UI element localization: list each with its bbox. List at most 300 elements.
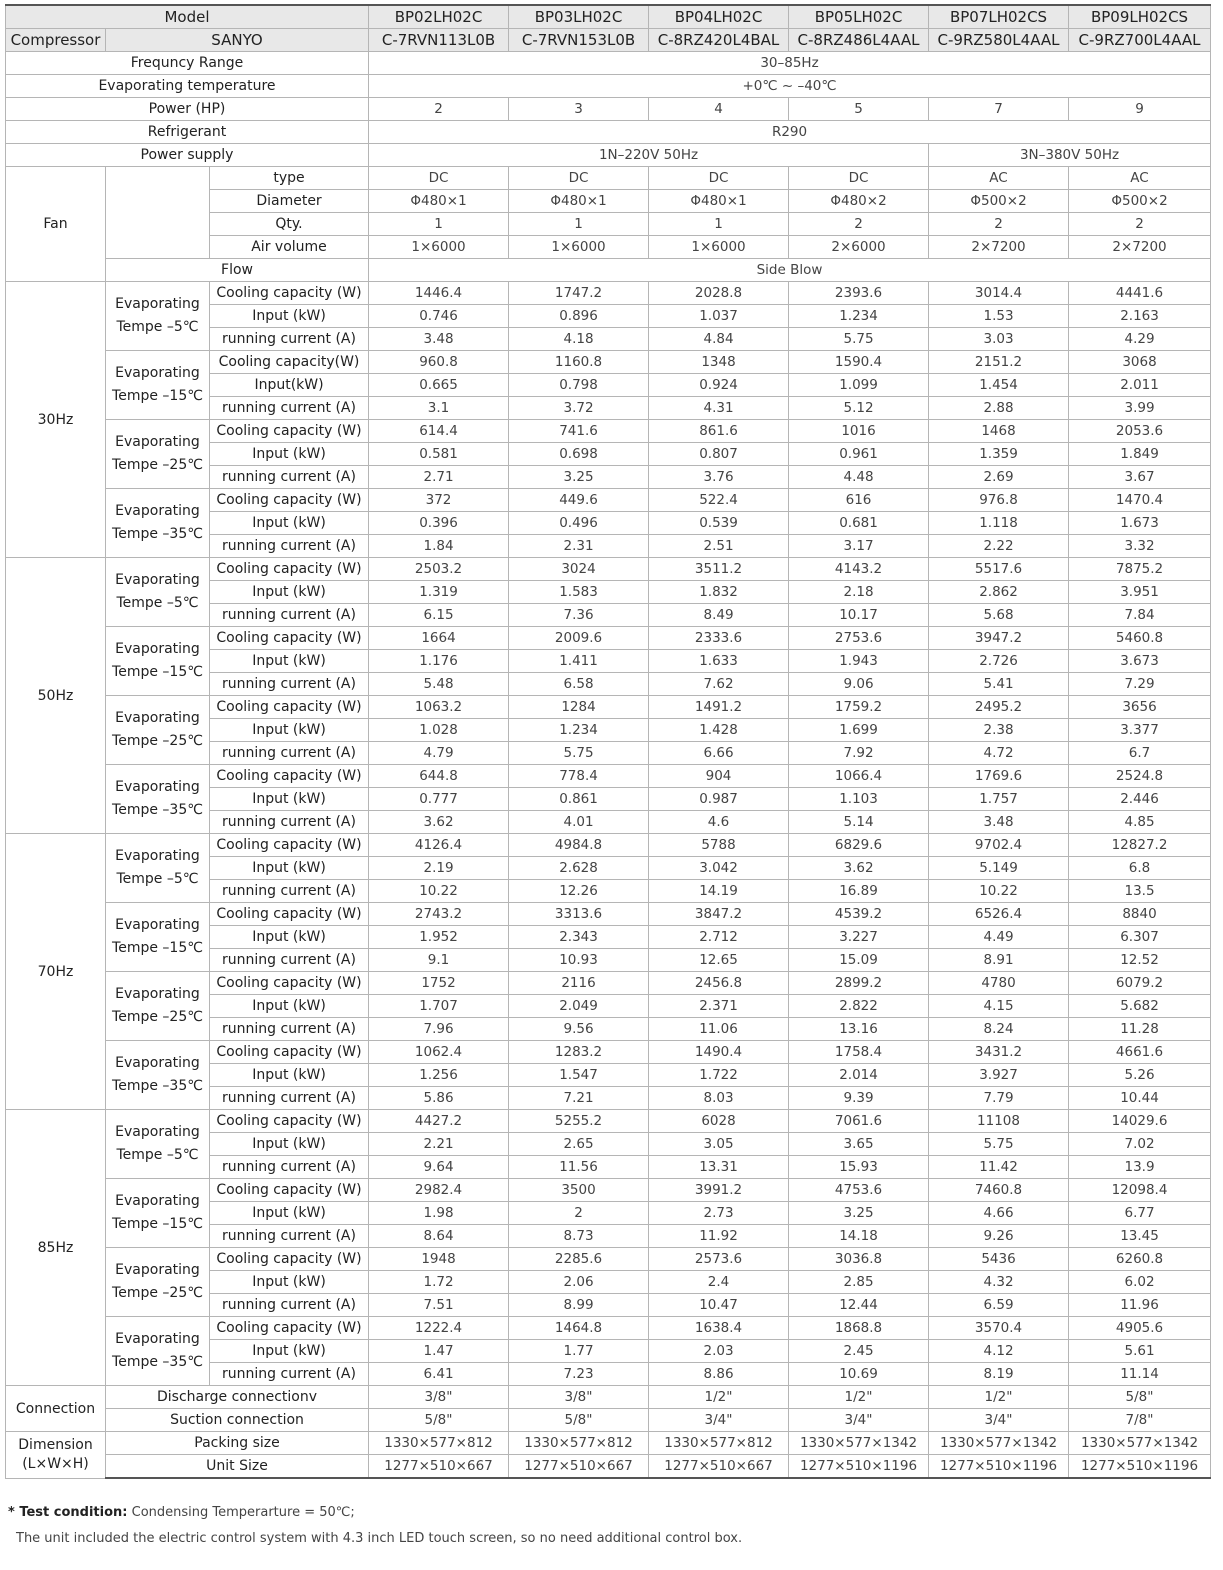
packing-size-label: Packing size (106, 1432, 369, 1455)
perf-value-1: 1.98 (369, 1202, 509, 1225)
perf-metric-label: Cooling capacity (W) (210, 834, 369, 857)
perf-value-6: 7875.2 (1069, 558, 1211, 581)
perf-metric-label: Cooling capacity (W) (210, 1248, 369, 1271)
perf-metric-label: Input(kW) (210, 374, 369, 397)
perf-value-3: 0.924 (649, 374, 789, 397)
perf-value-3: 8.49 (649, 604, 789, 627)
evaporating-text: Evaporating (115, 779, 200, 795)
perf-value-4: 1.234 (789, 305, 929, 328)
perf-value-4: 0.681 (789, 512, 929, 535)
model-label: Model (6, 5, 369, 29)
tempe-text: Tempe –15℃ (112, 664, 203, 680)
perf-value-1: 1.319 (369, 581, 509, 604)
perf-metric-label: Cooling capacity (W) (210, 489, 369, 512)
perf-value-1: 4427.2 (369, 1110, 509, 1133)
power-supply-row (6, 144, 1211, 167)
fan-qty-label: Qty. (210, 213, 369, 236)
perf-value-6: 11.96 (1069, 1294, 1211, 1317)
evaporating-temp-label (106, 351, 210, 420)
perf-value-6: 13.5 (1069, 880, 1211, 903)
packing-row (6, 1432, 1211, 1455)
perf-value-1: 2.21 (369, 1133, 509, 1156)
perf-value-6: 12098.4 (1069, 1179, 1211, 1202)
evaporating-temp-label (106, 903, 210, 972)
perf-value-6: 6260.8 (1069, 1248, 1211, 1271)
test-condition-note (8, 1500, 742, 1526)
perf-value-1: 1.256 (369, 1064, 509, 1087)
perf-value-4: 1759.2 (789, 696, 929, 719)
discharge-value-1: 3/8" (369, 1386, 509, 1409)
perf-value-1: 1948 (369, 1248, 509, 1271)
dimension-text: Dimension (18, 1436, 93, 1453)
perf-value-2: 1464.8 (509, 1317, 649, 1340)
perf-value-5: 976.8 (929, 489, 1069, 512)
perf-value-3: 14.19 (649, 880, 789, 903)
evaporating-temp-label (106, 1110, 210, 1179)
perf-row (6, 834, 1211, 857)
frequency-group-label: 70Hz (6, 834, 106, 1110)
perf-value-5: 9702.4 (929, 834, 1069, 857)
evaporating-temp-label (106, 420, 210, 489)
model-name-2: BP03LH02C (509, 5, 649, 29)
perf-value-1: 3.48 (369, 328, 509, 351)
tempe-text: Tempe –5℃ (116, 871, 199, 887)
perf-value-5: 7460.8 (929, 1179, 1069, 1202)
perf-value-2: 6.58 (509, 673, 649, 696)
perf-value-3: 861.6 (649, 420, 789, 443)
compressor-model-1: C-7RVN113L0B (369, 29, 509, 52)
perf-value-4: 1758.4 (789, 1041, 929, 1064)
model-name-5: BP07LH02CS (929, 5, 1069, 29)
perf-metric-label: Input (kW) (210, 719, 369, 742)
perf-value-6: 2053.6 (1069, 420, 1211, 443)
perf-value-3: 0.539 (649, 512, 789, 535)
perf-value-6: 2524.8 (1069, 765, 1211, 788)
fan-diameter-value-6: Φ500×2 (1069, 190, 1211, 213)
perf-value-1: 2743.2 (369, 903, 509, 926)
perf-metric-label: Cooling capacity (W) (210, 1110, 369, 1133)
tempe-text: Tempe –35℃ (112, 526, 203, 542)
perf-value-5: 3.03 (929, 328, 1069, 351)
perf-value-2: 778.4 (509, 765, 649, 788)
suction-value-5: 3/4" (929, 1409, 1069, 1432)
perf-metric-label: running current (A) (210, 535, 369, 558)
perf-value-3: 13.31 (649, 1156, 789, 1179)
perf-metric-label: Cooling capacity(W) (210, 351, 369, 374)
tempe-text: Tempe –25℃ (112, 733, 203, 749)
perf-value-2: 7.23 (509, 1363, 649, 1386)
unit-size-value-5: 1277×510×1196 (929, 1455, 1069, 1479)
fan-qty-value-2: 1 (509, 213, 649, 236)
perf-value-2: 8.99 (509, 1294, 649, 1317)
perf-value-3: 2333.6 (649, 627, 789, 650)
perf-value-2: 5.75 (509, 742, 649, 765)
perf-value-3: 10.47 (649, 1294, 789, 1317)
perf-row (6, 627, 1211, 650)
perf-value-5: 2.88 (929, 397, 1069, 420)
perf-value-5: 2.22 (929, 535, 1069, 558)
perf-value-3: 6028 (649, 1110, 789, 1133)
perf-value-5: 4.66 (929, 1202, 1069, 1225)
perf-value-1: 4126.4 (369, 834, 509, 857)
perf-value-5: 2495.2 (929, 696, 1069, 719)
perf-value-6: 3.99 (1069, 397, 1211, 420)
perf-value-1: 1664 (369, 627, 509, 650)
perf-value-1: 1.952 (369, 926, 509, 949)
perf-value-2: 0.896 (509, 305, 649, 328)
perf-value-2: 1.77 (509, 1340, 649, 1363)
suction-row (6, 1409, 1211, 1432)
perf-value-6: 4905.6 (1069, 1317, 1211, 1340)
perf-value-5: 4780 (929, 972, 1069, 995)
perf-metric-label: Cooling capacity (W) (210, 420, 369, 443)
unit-size-value-1: 1277×510×667 (369, 1455, 509, 1479)
perf-metric-label: running current (A) (210, 673, 369, 696)
perf-value-5: 5436 (929, 1248, 1069, 1271)
suction-value-1: 5/8" (369, 1409, 509, 1432)
tempe-text: Tempe –5℃ (116, 319, 199, 335)
perf-value-1: 8.64 (369, 1225, 509, 1248)
perf-value-3: 1.832 (649, 581, 789, 604)
perf-value-4: 2899.2 (789, 972, 929, 995)
tempe-text: Tempe –25℃ (112, 457, 203, 473)
perf-value-1: 5.86 (369, 1087, 509, 1110)
perf-row (6, 1041, 1211, 1064)
perf-row (6, 696, 1211, 719)
evaporating-temp-label (106, 972, 210, 1041)
perf-metric-label: running current (A) (210, 1363, 369, 1386)
perf-value-3: 6.66 (649, 742, 789, 765)
perf-metric-label: running current (A) (210, 1156, 369, 1179)
evaporating-text: Evaporating (115, 1055, 200, 1071)
evaporating-text: Evaporating (115, 1331, 200, 1347)
perf-value-1: 2.71 (369, 466, 509, 489)
perf-value-5: 1.454 (929, 374, 1069, 397)
evaporating-temp-label (106, 834, 210, 903)
perf-value-4: 1066.4 (789, 765, 929, 788)
perf-value-1: 0.396 (369, 512, 509, 535)
perf-value-2: 1283.2 (509, 1041, 649, 1064)
perf-value-2: 2009.6 (509, 627, 649, 650)
tempe-text: Tempe –35℃ (112, 1078, 203, 1094)
perf-value-3: 3847.2 (649, 903, 789, 926)
perf-value-2: 4984.8 (509, 834, 649, 857)
perf-value-1: 0.581 (369, 443, 509, 466)
perf-value-1: 1752 (369, 972, 509, 995)
perf-value-4: 2.85 (789, 1271, 929, 1294)
perf-value-2: 3.25 (509, 466, 649, 489)
fan-type-label: type (210, 167, 369, 190)
perf-value-6: 5.26 (1069, 1064, 1211, 1087)
fan-air-value-6: 2×7200 (1069, 236, 1211, 259)
suction-label: Suction connection (106, 1409, 369, 1432)
perf-value-5: 3570.4 (929, 1317, 1069, 1340)
perf-value-5: 1468 (929, 420, 1069, 443)
perf-value-5: 1.757 (929, 788, 1069, 811)
discharge-row (6, 1386, 1211, 1409)
perf-value-3: 8.03 (649, 1087, 789, 1110)
perf-value-2: 1.411 (509, 650, 649, 673)
perf-value-4: 4753.6 (789, 1179, 929, 1202)
perf-value-5: 4.12 (929, 1340, 1069, 1363)
perf-value-1: 2982.4 (369, 1179, 509, 1202)
perf-value-2: 3.72 (509, 397, 649, 420)
perf-metric-label: running current (A) (210, 1225, 369, 1248)
perf-value-3: 1.428 (649, 719, 789, 742)
fan-qty-value-6: 2 (1069, 213, 1211, 236)
perf-value-2: 1.547 (509, 1064, 649, 1087)
perf-value-6: 5.61 (1069, 1340, 1211, 1363)
perf-value-1: 1.707 (369, 995, 509, 1018)
perf-value-3: 3.05 (649, 1133, 789, 1156)
perf-metric-label: running current (A) (210, 880, 369, 903)
perf-metric-label: Cooling capacity (W) (210, 1041, 369, 1064)
perf-metric-label: Input (kW) (210, 305, 369, 328)
unit-size-row (6, 1455, 1211, 1479)
perf-value-5: 1769.6 (929, 765, 1069, 788)
perf-value-1: 1.84 (369, 535, 509, 558)
perf-value-5: 6.59 (929, 1294, 1069, 1317)
evaporating-temp-label (106, 627, 210, 696)
perf-value-3: 4.31 (649, 397, 789, 420)
perf-value-5: 3014.4 (929, 282, 1069, 305)
tempe-text: Tempe –25℃ (112, 1009, 203, 1025)
perf-row (6, 282, 1211, 305)
perf-value-6: 12827.2 (1069, 834, 1211, 857)
perf-metric-label: Input (kW) (210, 926, 369, 949)
perf-metric-label: Cooling capacity (W) (210, 1179, 369, 1202)
perf-value-4: 5.14 (789, 811, 929, 834)
perf-value-4: 3.25 (789, 1202, 929, 1225)
perf-value-6: 7.84 (1069, 604, 1211, 627)
packing-size-value-2: 1330×577×812 (509, 1432, 649, 1455)
perf-metric-label: running current (A) (210, 397, 369, 420)
fan-type-value-1: DC (369, 167, 509, 190)
tempe-text: Tempe –35℃ (112, 1354, 203, 1370)
perf-row (6, 489, 1211, 512)
perf-value-1: 1446.4 (369, 282, 509, 305)
perf-row (6, 1248, 1211, 1271)
perf-value-2: 3024 (509, 558, 649, 581)
refrigerant-row (6, 121, 1211, 144)
model-name-1: BP02LH02C (369, 5, 509, 29)
perf-value-2: 449.6 (509, 489, 649, 512)
perf-value-4: 0.961 (789, 443, 929, 466)
perf-value-6: 1.673 (1069, 512, 1211, 535)
perf-value-4: 3.62 (789, 857, 929, 880)
power-label: Power (HP) (6, 98, 369, 121)
power-value-5: 7 (929, 98, 1069, 121)
perf-value-5: 4.49 (929, 926, 1069, 949)
perf-value-5: 4.15 (929, 995, 1069, 1018)
perf-value-4: 1.943 (789, 650, 929, 673)
perf-metric-label: running current (A) (210, 811, 369, 834)
perf-value-6: 14029.6 (1069, 1110, 1211, 1133)
perf-value-6: 4.29 (1069, 328, 1211, 351)
perf-value-3: 7.62 (649, 673, 789, 696)
perf-value-4: 12.44 (789, 1294, 929, 1317)
perf-value-2: 2.06 (509, 1271, 649, 1294)
perf-value-6: 3656 (1069, 696, 1211, 719)
perf-value-4: 10.69 (789, 1363, 929, 1386)
perf-value-6: 12.52 (1069, 949, 1211, 972)
fan-diameter-label: Diameter (210, 190, 369, 213)
perf-value-5: 8.91 (929, 949, 1069, 972)
perf-value-3: 2.51 (649, 535, 789, 558)
fan-spacer-cell (106, 167, 210, 259)
frequency-row (6, 52, 1211, 75)
frequency-group-label: 85Hz (6, 1110, 106, 1386)
perf-value-6: 13.45 (1069, 1225, 1211, 1248)
perf-value-3: 1348 (649, 351, 789, 374)
perf-value-2: 0.496 (509, 512, 649, 535)
control-system-note: The unit included the electric control system with 4.3 inch LED touch screen, so no need additional control box. (16, 1531, 743, 1546)
perf-value-6: 6.307 (1069, 926, 1211, 949)
power-supply-single-phase: 1N–220V 50Hz (369, 144, 929, 167)
perf-value-5: 2.726 (929, 650, 1069, 673)
perf-value-5: 3431.2 (929, 1041, 1069, 1064)
perf-metric-label: Input (kW) (210, 1064, 369, 1087)
fan-type-value-6: AC (1069, 167, 1211, 190)
perf-value-6: 5.682 (1069, 995, 1211, 1018)
discharge-value-2: 3/8" (509, 1386, 649, 1409)
perf-value-3: 5788 (649, 834, 789, 857)
perf-value-6: 3.377 (1069, 719, 1211, 742)
perf-metric-label: running current (A) (210, 1018, 369, 1041)
compressor-model-6: C-9RZ700L4AAL (1069, 29, 1211, 52)
perf-value-1: 9.64 (369, 1156, 509, 1179)
evaporating-text: Evaporating (115, 572, 200, 588)
perf-value-3: 2.03 (649, 1340, 789, 1363)
perf-value-1: 0.665 (369, 374, 509, 397)
perf-value-3: 2.4 (649, 1271, 789, 1294)
perf-value-4: 3.65 (789, 1133, 929, 1156)
perf-metric-label: Cooling capacity (W) (210, 903, 369, 926)
unit-size-value-6: 1277×510×1196 (1069, 1455, 1211, 1479)
frequency-value: 30–85Hz (369, 52, 1211, 75)
perf-metric-label: Input (kW) (210, 1133, 369, 1156)
perf-value-4: 5.75 (789, 328, 929, 351)
perf-value-6: 4441.6 (1069, 282, 1211, 305)
perf-value-2: 2.31 (509, 535, 649, 558)
perf-row (6, 1179, 1211, 1202)
frequency-group-label: 30Hz (6, 282, 106, 558)
perf-value-4: 6829.6 (789, 834, 929, 857)
power-value-3: 4 (649, 98, 789, 121)
packing-size-value-3: 1330×577×812 (649, 1432, 789, 1455)
perf-value-3: 904 (649, 765, 789, 788)
fan-qty-value-4: 2 (789, 213, 929, 236)
fan-qty-value-5: 2 (929, 213, 1069, 236)
perf-value-3: 2.73 (649, 1202, 789, 1225)
evaporating-text: Evaporating (115, 710, 200, 726)
perf-value-6: 6.8 (1069, 857, 1211, 880)
perf-value-4: 2.822 (789, 995, 929, 1018)
perf-value-3: 0.807 (649, 443, 789, 466)
perf-value-5: 8.19 (929, 1363, 1069, 1386)
perf-value-5: 4.32 (929, 1271, 1069, 1294)
discharge-value-3: 1/2" (649, 1386, 789, 1409)
power-value-2: 3 (509, 98, 649, 121)
fan-flow-label: Flow (106, 259, 369, 282)
perf-value-6: 1470.4 (1069, 489, 1211, 512)
perf-value-3: 3511.2 (649, 558, 789, 581)
fan-type-value-5: AC (929, 167, 1069, 190)
unit-size-value-2: 1277×510×667 (509, 1455, 649, 1479)
tempe-text: Tempe –15℃ (112, 940, 203, 956)
evaporating-text: Evaporating (115, 365, 200, 381)
perf-value-2: 5255.2 (509, 1110, 649, 1133)
evaporating-temp-label (106, 1248, 210, 1317)
perf-value-5: 3947.2 (929, 627, 1069, 650)
perf-value-4: 4143.2 (789, 558, 929, 581)
perf-value-2: 1.583 (509, 581, 649, 604)
perf-value-2: 8.73 (509, 1225, 649, 1248)
perf-value-3: 1490.4 (649, 1041, 789, 1064)
perf-value-6: 6.77 (1069, 1202, 1211, 1225)
suction-value-6: 7/8" (1069, 1409, 1211, 1432)
perf-value-4: 2393.6 (789, 282, 929, 305)
perf-metric-label: Input (kW) (210, 857, 369, 880)
perf-value-2: 11.56 (509, 1156, 649, 1179)
perf-value-6: 13.9 (1069, 1156, 1211, 1179)
perf-value-6: 10.44 (1069, 1087, 1211, 1110)
perf-value-4: 3036.8 (789, 1248, 929, 1271)
evaporating-text: Evaporating (115, 848, 200, 864)
perf-metric-label: running current (A) (210, 1087, 369, 1110)
model-row (6, 5, 1211, 29)
fan-diameter-value-4: Φ480×2 (789, 190, 929, 213)
perf-value-1: 372 (369, 489, 509, 512)
evaporating-text: Evaporating (115, 1262, 200, 1278)
perf-value-1: 644.8 (369, 765, 509, 788)
frequency-label: Frequncy Range (6, 52, 369, 75)
perf-value-5: 5.68 (929, 604, 1069, 627)
perf-value-4: 2.014 (789, 1064, 929, 1087)
evaporating-temp-label (106, 1317, 210, 1386)
test-condition-text: Condensing Temperarture = 50℃; (127, 1505, 355, 1520)
perf-value-4: 1.099 (789, 374, 929, 397)
packing-size-value-4: 1330×577×1342 (789, 1432, 929, 1455)
footnotes (8, 1500, 742, 1552)
perf-value-5: 5.149 (929, 857, 1069, 880)
tempe-text: Tempe –25℃ (112, 1285, 203, 1301)
perf-value-2: 2.628 (509, 857, 649, 880)
perf-value-6: 4.85 (1069, 811, 1211, 834)
perf-value-4: 14.18 (789, 1225, 929, 1248)
perf-value-1: 1.176 (369, 650, 509, 673)
perf-value-5: 2151.2 (929, 351, 1069, 374)
perf-value-2: 0.861 (509, 788, 649, 811)
perf-value-2: 3313.6 (509, 903, 649, 926)
discharge-value-4: 1/2" (789, 1386, 929, 1409)
perf-value-1: 0.746 (369, 305, 509, 328)
suction-value-4: 3/4" (789, 1409, 929, 1432)
perf-value-5: 10.22 (929, 880, 1069, 903)
packing-size-value-1: 1330×577×812 (369, 1432, 509, 1455)
perf-metric-label: running current (A) (210, 466, 369, 489)
perf-value-6: 3.673 (1069, 650, 1211, 673)
evaporating-temp-label (106, 696, 210, 765)
perf-value-3: 3991.2 (649, 1179, 789, 1202)
perf-value-1: 9.1 (369, 949, 509, 972)
perf-value-4: 13.16 (789, 1018, 929, 1041)
perf-value-3: 0.987 (649, 788, 789, 811)
fan-air-value-4: 2×6000 (789, 236, 929, 259)
perf-metric-label: Cooling capacity (W) (210, 765, 369, 788)
perf-value-6: 2.446 (1069, 788, 1211, 811)
perf-metric-label: running current (A) (210, 328, 369, 351)
